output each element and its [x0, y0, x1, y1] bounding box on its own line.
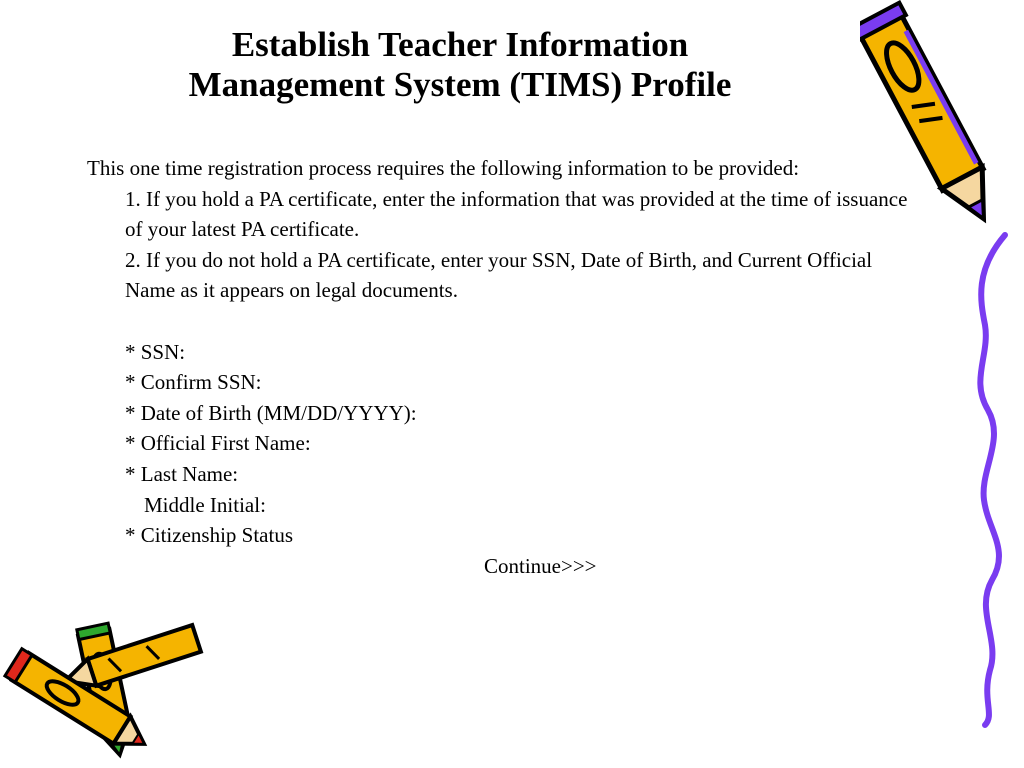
instruction-item-2-text: 2. If you do not hold a PA certificate, enter your SSN, Date of Birth, and Current Official Name as it appears on legal documents.	[125, 247, 873, 303]
intro-text: This one time registration process requires the following information to be provided:	[87, 156, 800, 180]
field-label-date-of-birth: * Date of Birth (MM/DD/YYYY):	[125, 400, 417, 425]
field-label-ssn: * SSN:	[125, 339, 186, 364]
pencil-icon	[860, 0, 1010, 245]
instruction-item-1	[87, 184, 927, 245]
wavy-line-icon	[960, 230, 1020, 730]
field-label-last-name: * Last Name:	[125, 461, 239, 486]
continue-row	[87, 551, 927, 582]
page-title-line-2: Management System (TIMS) Profile	[188, 65, 732, 104]
page-title	[120, 25, 800, 105]
spacer	[87, 306, 927, 337]
field-label-citizenship-status: * Citizenship Status	[125, 523, 293, 548]
crossed-pencils-icon	[0, 620, 210, 760]
registration-instructions	[87, 153, 927, 581]
field-label-first-name: * Official First Name:	[125, 431, 311, 456]
continue-button[interactable]: Continue>>>	[484, 553, 597, 578]
field-label-confirm-ssn: * Confirm SSN:	[125, 370, 262, 395]
instruction-item-1-text: 1. If you hold a PA certificate, enter the information that was provided at the time of issuance of your latest PA certificate.	[125, 186, 908, 242]
field-label-middle-initial: Middle Initial:	[144, 492, 266, 517]
page-title-line-1: Establish Teacher Information	[231, 25, 689, 64]
instruction-item-2	[87, 245, 927, 306]
